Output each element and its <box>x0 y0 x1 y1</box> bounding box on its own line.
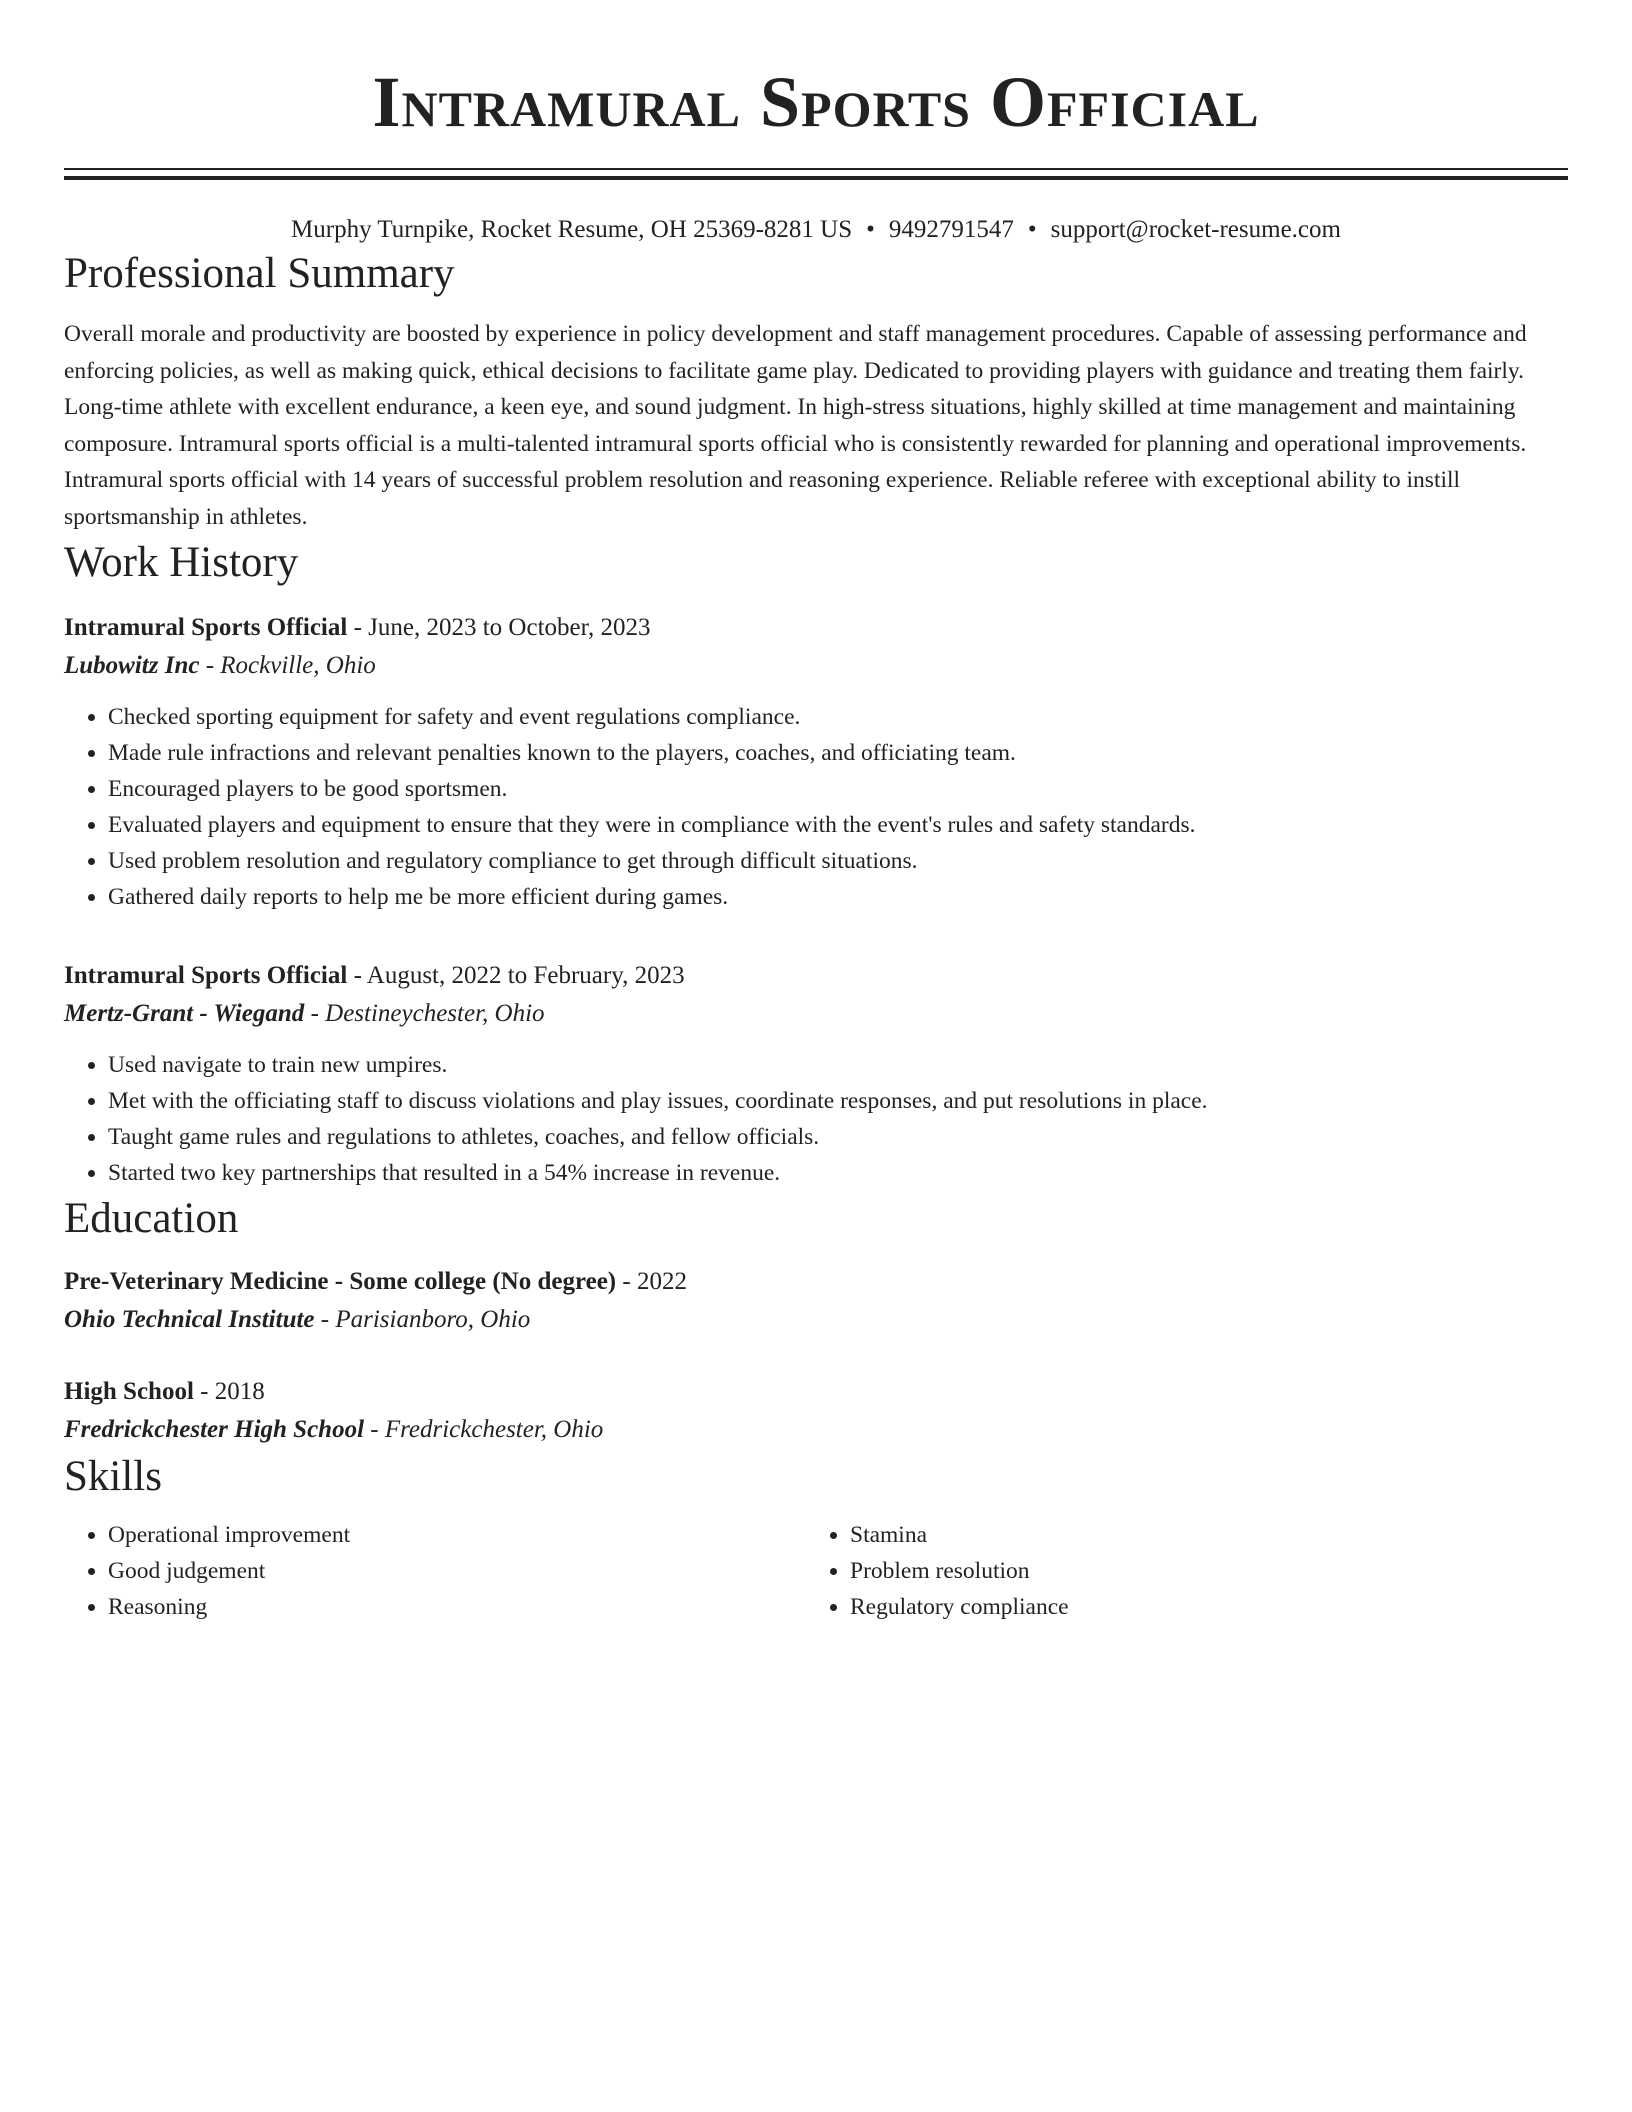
list-item: • Started two key partnerships that resulted in a 54% increase in revenue. <box>108 1155 1568 1191</box>
header-rule-thick <box>64 176 1568 180</box>
employer-name: Lubowitz Inc <box>64 652 200 679</box>
skill-item: • Good judgement <box>108 1553 806 1589</box>
school-location: - Parisianboro, Ohio <box>314 1306 531 1333</box>
degree-line <box>64 1373 1568 1411</box>
skill-item: • Reasoning <box>108 1589 806 1625</box>
school-name: Ohio Technical Institute <box>64 1306 315 1333</box>
contact-phone: 9492791547 <box>888 216 1014 243</box>
list-item: • Encouraged players to be good sportsmen. <box>108 771 1568 807</box>
list-item: • Checked sporting equipment for safety and event regulations compliance. <box>108 699 1568 735</box>
list-item: • Made rule infractions and relevant penalties known to the players, coaches, and officiating team. <box>108 735 1568 771</box>
list-item: • Used navigate to train new umpires. <box>108 1047 1568 1083</box>
education-entry <box>64 1263 1568 1339</box>
degree-year: - 2022 <box>616 1268 687 1295</box>
header-rule-thin <box>64 168 1568 170</box>
list-item: • Taught game rules and regulations to athletes, coaches, and fellow officials. <box>108 1119 1568 1155</box>
list-item: • Used problem resolution and regulatory compliance to get through difficult situations. <box>108 843 1568 879</box>
degree-name: High School <box>64 1378 194 1405</box>
skills-column-left <box>64 1517 806 1625</box>
degree-name: Pre-Veterinary Medicine - Some college (No degree) <box>64 1268 617 1295</box>
job-title-line <box>64 957 1568 995</box>
skills-column-right <box>806 1517 1548 1625</box>
contact-address: Murphy Turnpike, Rocket Resume, OH 25369-8281 US <box>291 216 853 243</box>
job-dates: - August, 2022 to February, 2023 <box>347 962 685 989</box>
job-entry <box>64 609 1568 915</box>
employer-name: Mertz-Grant - Wiegand <box>64 1000 305 1027</box>
employer-location: - Destineychester, Ohio <box>304 1000 545 1027</box>
job-title-line <box>64 609 1568 647</box>
list-item: • Evaluated players and equipment to ensure that they were in compliance with the event's rules and safety standards. <box>108 807 1568 843</box>
employer-line <box>64 647 1568 685</box>
school-name: Fredrickchester High School <box>64 1416 365 1443</box>
skills-heading: Skills <box>64 1453 162 1500</box>
summary-heading: Professional Summary <box>64 250 455 297</box>
employer-line <box>64 995 1568 1033</box>
contact-separator: • <box>1027 216 1037 243</box>
contact-separator: • <box>866 216 875 243</box>
job-dates: - June, 2023 to October, 2023 <box>347 614 651 641</box>
job-duties-list <box>64 1047 1568 1191</box>
skill-item: • Operational improvement <box>108 1517 806 1553</box>
skill-item: • Stamina <box>850 1517 1548 1553</box>
skill-item: • Problem resolution <box>850 1553 1548 1589</box>
job-role: Intramural Sports Official <box>64 962 348 989</box>
list-item: • Met with the officiating staff to discuss violations and play issues, coordinate responses, and put resolutions in place. <box>108 1083 1568 1119</box>
job-entry <box>64 957 1568 1191</box>
skill-item: • Regulatory compliance <box>850 1589 1548 1625</box>
school-line <box>64 1301 1568 1339</box>
contact-line <box>64 214 1568 246</box>
school-location: - Fredrickchester, Ohio <box>364 1416 604 1443</box>
degree-year: - 2018 <box>193 1378 265 1405</box>
work-history-heading: Work History <box>64 539 299 586</box>
school-line <box>64 1411 1568 1449</box>
list-item: • Gathered daily reports to help me be more efficient during games. <box>108 879 1568 915</box>
degree-line <box>64 1263 1568 1301</box>
summary-text: Overall morale and productivity are boosted by experience in policy development and staff management procedures. Capable of assessing performance and enforcing policies, as well as making quick, ethical decisions to facilitate game play. Dedicated to providing players with guidance and treating them fairly. Long-time athlete with excellent endurance, a keen eye, and sound judgment. In high-stress situations, highly skilled at time management and maintaining composure. Intramural sports official is a multi-talented intramural sports official who is consistently rewarded for planning and operational improvements. Intramural sports official with 14 years of successful problem resolution and reasoning experience. Reliable referee with exceptional ability to instill sportsmanship in athletes. <box>64 321 1527 530</box>
resume-name: Intramural Sports Official <box>372 62 1260 142</box>
contact-email: support@rocket-resume.com <box>1050 216 1341 243</box>
skills-grid <box>64 1517 1568 1625</box>
employer-location: - Rockville, Ohio <box>199 652 376 679</box>
education-entry <box>64 1373 1568 1449</box>
education-heading: Education <box>64 1195 239 1242</box>
job-role: Intramural Sports Official <box>64 614 348 641</box>
job-duties-list <box>64 699 1568 915</box>
